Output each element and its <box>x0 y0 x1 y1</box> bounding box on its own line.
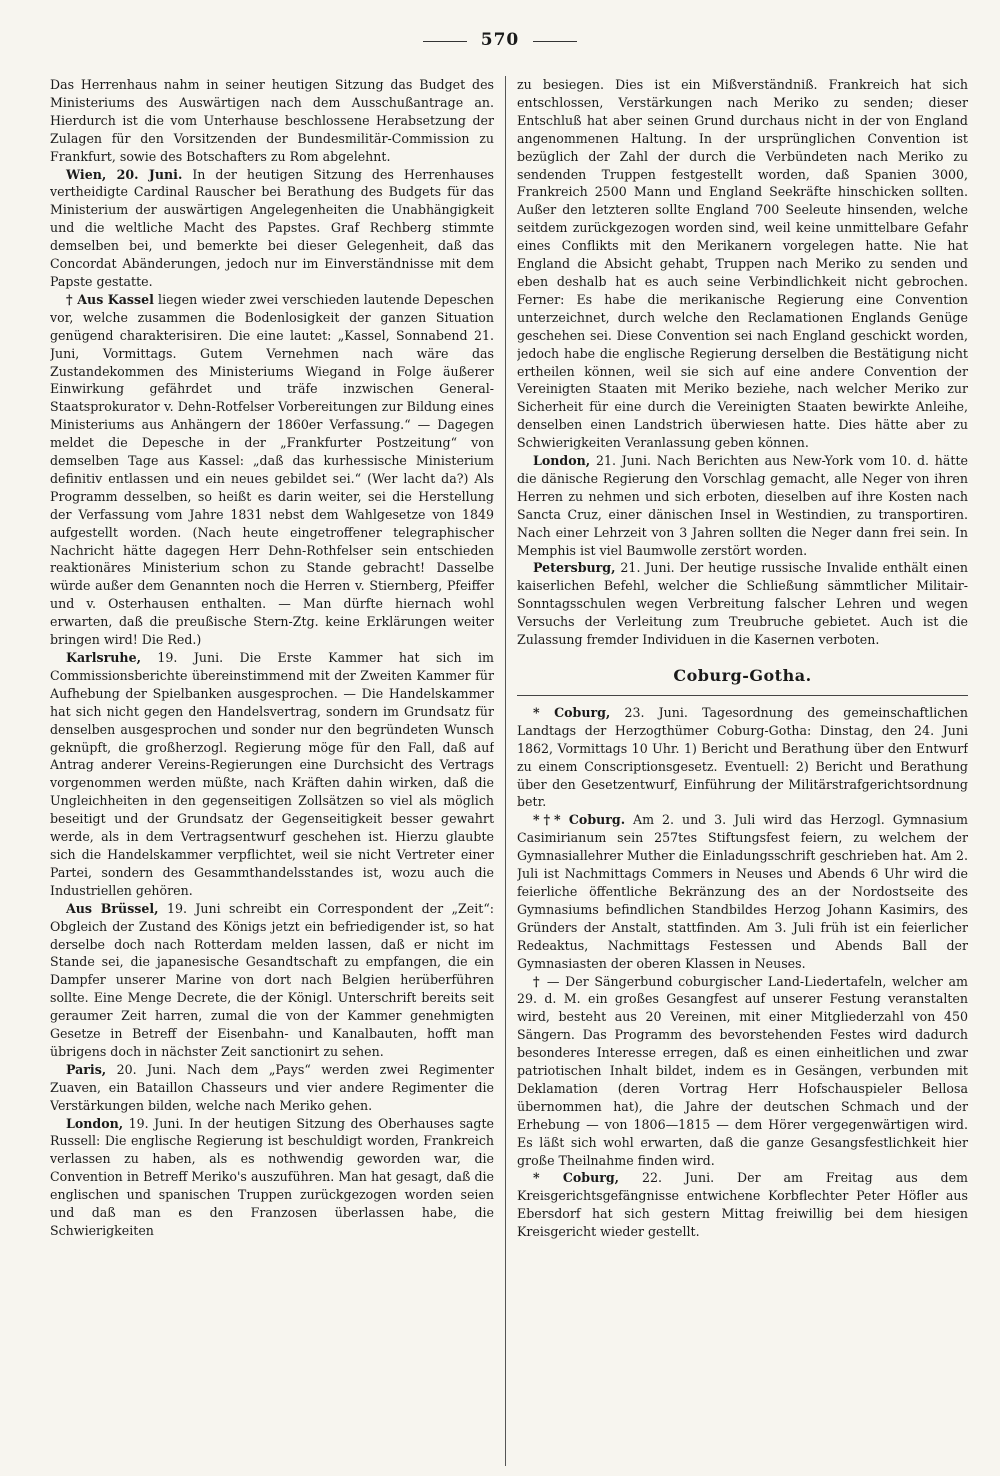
article-dateline: Aus Brüssel, <box>66 900 159 916</box>
article-paragraph <box>517 811 968 972</box>
article-paragraph <box>517 452 968 559</box>
article-dateline: London, <box>66 1115 124 1131</box>
article-paragraph <box>517 973 968 1170</box>
article-text: Am 2. und 3. Juli wird das Herzogl. Gymnasium Casimirianum sein 257tes Stiftungsfest feiern, zu welchem der Gymnasiallehrer Muther die Einladungsschrift geschrieben hat. Am 2. Juli ist Nachmittags Commers in Neuses und Abends 6 Uhr wird die feierliche öffentliche Bekränzung des an der Nordostseite des Gymnasiums befindlichen Standbildes Herzog Johann Kasimirs, des Gründers der Anstalt, stattfinden. Am 3. Juli früh ist ein feierlicher Redeaktus, Nachmittags Festessen und Abends Ball der Gymnasiasten der oberen Klassen in Neuses. <box>517 812 968 971</box>
article-paragraph <box>50 1061 494 1115</box>
article-text: — Der Sängerbund coburgischer Land-Liedertafeln, welcher am 29. d. M. ein großes Gesangfest auf unserer Festung veranstalten wird, besteht aus 20 Vereinen, mit einer Mitgliederzahl von 450 Sängern. Das Programm des bevorstehenden Festes wird dadurch besonderes Interesse erregen, daß es einen einheitlichen und zwar patriotischen Inhalt bildet, indem es in Gesängen, verbunden mit Deklamation (deren Vortrag Herr Hofschauspieler Bellosa übernommen hat), die Jahre der deutschen Schmach und der Erhebung — von 1806—1815 — dem Hörer vergegenwärtigen wird. Es läßt sich wohl erwarten, daß die ganze Gesangsfestlichkeit hier große Theilnahme finden wird. <box>517 973 968 1168</box>
article-dateline: *†* Coburg. <box>533 812 626 828</box>
article-paragraph <box>50 1115 494 1240</box>
article-text: 21. Juni. Nach Berichten aus New-York vom 10. d. hätte die dänische Regierung den Vorschlag gemacht, alle Neger von ihren Herren zu nehmen und sich erboten, dieselben auf ihre Kosten nach Sancta Cruz, einer dänischen Insel in Westindien, zu transportiren. Nach einer Lehrzeit von 3 Jahren sollten die Neger dann frei sein. In Memphis ist viel Baumwolle zerstört worden. <box>517 453 968 558</box>
article-text: 19. Juni schreibt ein Correspondent der „Zeit“: Obgleich der Zustand des Königs jetzt ein befriedigender ist, so hat derselbe doch nach Rotterdam melden lassen, daß er nicht im Stande sei, die japanesische Gesandtschaft zu empfangen, die ein Dampfer unserer Marine von dort nach Belgien herüberführen sollte. Eine Menge Decrete, die der Königl. Unterschrift bereits seit geraumer Zeit harren, zumal die von der Kammer genehmigten Gesetze in Betreff der Eisenbahn- und Kanalbauten, hofft man übrigens doch in nächster Zeit sanctionirt zu sehen. <box>50 900 494 1059</box>
section-rule <box>517 695 968 696</box>
article-paragraph <box>50 900 494 1061</box>
right-column <box>517 76 968 1466</box>
article-text: 21. Juni. Der heutige russische Invalide enthält einen kaiserlichen Befehl, welcher die Schließung sämmtlicher Militair-Sonntagsschulen wegen Verbreitung falscher Lehren und wegen Versuchs der Verleitung zum Treubruche gebietet. Auch ist die Zulassung fremder Individuen in die Kasernen verboten. <box>517 560 968 648</box>
article-text: 23. Juni. Tagesordnung des gemeinschaftlichen Landtags der Herzogthümer Coburg-Gotha: Dinstag, den 24. Juni 1862, Vormittags 10 Uhr. 1) Bericht und Berathung über den Entwurf zu einem Conscriptionsgesetz. Eventuell: 2) Bericht und Berathung über den Gesetzentwurf, Einführung der Militärstrafgerichtsordnung betr. <box>517 704 968 810</box>
article-dateline: † <box>533 973 542 989</box>
article-dateline: Wien, 20. Juni. <box>66 166 183 182</box>
section-heading: Coburg-Gotha. <box>673 666 812 685</box>
article-paragraph <box>517 559 968 649</box>
article-text: liegen wieder zwei verschieden lautende Depeschen vor, welche zusammen die Bodenlosigkeit der ganzen Situation genügend charakterisiren. Die eine lautet: „Kassel, Sonnabend 21. Juni, Vormittags. Gutem Vernehmen nach wäre das Zustandekommen des Ministeriums Wiegand in Folge äußerer Einwirkung gefährdet und träfe inzwischen General-Staatsprokurator v. Dehn-Rotfelser Vorbereitungen zur Bildung eines Ministeriums aus Anhängern der 1860er Verfassung.“ — Dagegen meldet die Depesche in der „Frankfurter Postzeitung“ von demselben Tage aus Kassel: „daß das kurhessische Ministerium definitiv entlassen und ein neues gebildet sei.“ (Wer lacht da?) Als Programm desselben, so heißt es darin weiter, sei die Herstellung der Verfassung vom Jahre 1831 nebst dem Wahlgesetze von 1849 aufgestellt worden. (Nach heute eingetroffener telegraphischer Nachricht hätte dagegen Herr Dehn-Rothfelser sein entschieden reaktionäres Ministerium schon zu Stande gebracht! Dasselbe würde außer dem Genannten noch die Herren v. Stiernberg, Pfeiffer und v. Osterhausen enthalten. — Man dürfte hiernach wohl erwarten, daß die preußische Stern-Ztg. keine Erklärungen weiter bringen wird! Die Red.) <box>50 291 494 648</box>
article-text: 19. Juni. In der heutigen Sitzung des Oberhauses sagte Russell: Die englische Regierung ist beschuldigt worden, Frankreich verlassen zu haben, als es nothwendig geworden war, die Convention in Betreff Meriko's auszuführen. Man hat gesagt, daß die englischen und spanischen Truppen zurückgezogen worden seien und daß man es den Franzosen überlassen habe, die Schwierigkeiten <box>50 1115 494 1238</box>
article-paragraph <box>50 166 494 291</box>
article-text: 22. Juni. Der am Freitag aus dem Kreisgerichtsgefängnisse entwichene Korbflechter Peter Höfler aus Ebersdorf hat sich gestern Mittag freiwillig bei dem hiesigen Kreisgericht wieder gestellt. <box>517 1170 968 1240</box>
article-paragraph <box>50 649 494 900</box>
article-text: zu besiegen. Dies ist ein Mißverständniß. Frankreich hat sich entschlossen, Verstärkungen nach Meriko zu senden; dieser Entschluß hat aber seinen Grund durchaus nicht in der von England angenommenen Haltung. In der ursprünglichen Convention ist bezüglich der Zahl der durch die Verbündeten nach Meriko zu sendenden Truppen festgestellt worden, daß Spanien 3000, Frankreich 2500 Mann und England Seekräfte hinschicken sollten. Außer den letzteren sollte England 700 Seeleute hinsenden, welche seitdem zurückgezogen worden sind, weil keine unmittelbare Gefahr eines Conflikts mit den Merikanern vorgelegen hatte. Nie hat England die Absicht gehabt, Truppen nach Meriko zu senden und eben deshalb hat es auch seine Verbindlichkeit nicht gebrochen. Ferner: Es habe die merikanische Regierung eine Convention unterzeichnet, durch welche den Reclamationen Englands Genüge geschehen sei. Diese Convention sei nach England geschickt worden, jedoch habe die englische Regierung derselben die Bestätigung nicht ertheilen können, weil sie sich auf eine andere Convention der Vereinigten Staaten mit Meriko beziehe, nach welcher Meriko zur Sicherheit für eine durch die Vereinigten Staaten bewirkte Anleihe, denselben einen Landstrich überwiesen hatte. Dies hätte aber zu Schwierigkeiten Veranlassung geben können. <box>517 77 968 451</box>
article-dateline: London, <box>533 453 591 469</box>
article-text: 20. Juni. Nach dem „Pays“ werden zwei Regimenter Zuaven, ein Bataillon Chasseurs und vier andere Regimenter die Verstärkungen bilden, welche nach Meriko gehen. <box>50 1061 494 1113</box>
article-dateline: * Coburg, <box>533 1170 620 1186</box>
column-divider <box>505 76 506 1466</box>
article-paragraph <box>517 1169 968 1241</box>
article-paragraph <box>50 76 494 166</box>
article-paragraph <box>517 704 968 811</box>
article-text: Das Herrenhaus nahm in seiner heutigen Sitzung das Budget des Ministeriums des Auswärtigen nach dem Ausschußantrage an. Hierdurch ist die vom Unterhause beschlossene Herabsetzung der Zulagen für den Vorsitzenden der Bundesmilitär-Commission zu Frankfurt, sowie des Botschafters zu Rom abgelehnt. <box>50 77 494 164</box>
article-dateline: * Coburg, <box>533 704 611 720</box>
article-dateline: Petersburg, <box>533 560 616 576</box>
page-header <box>0 30 1000 60</box>
article-dateline: Karlsruhe, <box>66 650 141 665</box>
article-dateline: † Aus Kassel <box>66 291 154 307</box>
article-paragraph <box>50 291 494 649</box>
article-dateline: Paris, <box>66 1061 107 1077</box>
article-text: In der heutigen Sitzung des Herrenhauses vertheidigte Cardinal Rauscher bei Berathung des Budgets für das Ministerium der auswärtigen Angelegenheiten die Unabhängigkeit und die weltliche Macht des Papstes. Graf Rechberg stimmte demselben bei, und bemerkte bei dieser Gelegenheit, daß das Concordat Abänderungen, jedoch nur im Einverständnisse mit dem Papste gestatte. <box>50 166 494 289</box>
left-column <box>50 76 494 1466</box>
article-text: 19. Juni. Die Erste Kammer hat sich im Commissionsberichte übereinstimmend mit der Zweiten Kammer für Aufhebung der Spielbanken ausgesprochen. — Die Handelskammer hat sich nicht gegen den Handelsvertrag, sondern im Grundsatz für denselben ausgesprochen und sonder nur den begründeten Wunsch geknüpft, die großherzogl. Regierung möge für den Fall, daß auf Antrag anderer Vereins-Regierungen eine Durchsicht des Vertrags vorgenommen werden müßte, nach Kräften dahin wirken, daß die Ungleichheiten in den gegenseitigen Zollsätzen so viel als möglich beseitigt und der Grundsatz der Gegenseitigkeit besser gewahrt werde, als in dem Vertragsentwurf geschehen ist. Hierzu glaubte sich die Handelskammer verpflichtet, weil sie nicht Vertreter einer Partei, sondern des Gesammthandelsstandes ist, wozu auch die Industriellen gehören. <box>50 650 494 898</box>
page-number: 570 <box>467 30 534 50</box>
article-paragraph <box>517 76 968 452</box>
